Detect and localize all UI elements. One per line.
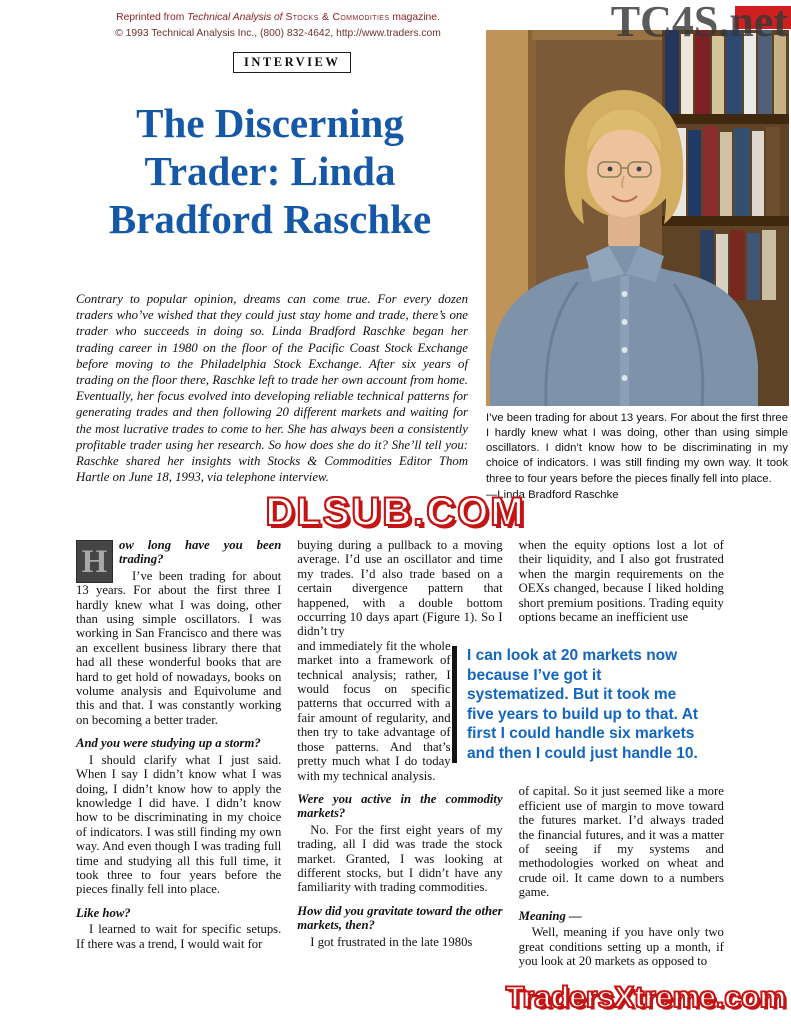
answer: No. For the first eight years of my trading, all I did was trade the stock market. Granted, I was looking at different stocks, but I didn’t have any familiarity with trading commodities. <box>297 822 503 895</box>
answer: I learned to wait for specific setups. If there was a trend, I would wait for <box>76 922 282 951</box>
answer: buying during a pullback to a moving average. I’d use an oscillator and time my trades. I’d also trade based on a certain divergence pattern that happened, with a double bottom occurring 10 days apart (Figure 1). So I didn’t try <box>297 538 503 639</box>
answer: I should clarify what I just said. When I say I didn’t know what I was doing, I didn’t know how to apply the knowledge I did have. I didn’t know how to be discriminating in my choice of indicators. I was still finding my own way. And even though I was trading full time and studying all this full time, it took three to four years before the pieces finally fell into place. <box>76 752 282 897</box>
title-line-2: Trader: Linda <box>144 147 396 194</box>
reprint-header <box>104 10 452 42</box>
photo-caption-attribution: —Linda Bradford Raschke <box>486 488 619 501</box>
intro-paragraph: Contrary to popular opinion, dreams can come true. For every dozen traders who’ve wished that they could just stay home and trade, there’s one trader who succeeds in doing so. Linda Bradford Raschke began her trading career in 1980 on the floor of the Pacific Coast Stock Exchange before moving to the Philadelphia Stock Exchange. After six years of trading on the floor there, Raschke left to trade her own account from home. Eventually, her focus evolved into developing reliable technical patterns for generating trades and then following 20 different markets and waiting for the most lucrative trades to come to her. She has always been a consistently profitable trader using her research. So how does she do it? She’ll tell you: Raschke shared her insights with Stocks & Commodities Editor Thom Hartle on June 18, 1993, via telephone interview. <box>76 292 468 485</box>
watermark-tc4s: TC4S.net <box>610 0 788 46</box>
reprint-magazine-qualifier: Technical Analysis of <box>187 12 283 23</box>
question: How did you gravitate toward the other markets, then? <box>297 903 503 933</box>
question: ow long have you been trading? <box>119 538 282 567</box>
article-title <box>66 100 474 244</box>
reprint-pre: Reprinted from <box>116 12 185 23</box>
watermark-dlsub: DLSUB.COM <box>265 490 526 534</box>
reprint-magazine-name: Stocks & Commodities <box>285 12 390 23</box>
reprint-post: magazine. <box>392 12 440 23</box>
section-label-interview: INTERVIEW <box>233 52 351 73</box>
watermark-tradersxtreme: TradersXtreme.com <box>505 981 786 1014</box>
question: Meaning — <box>518 908 582 923</box>
column-1 <box>76 538 281 968</box>
answer: of capital. So it just seemed like a more efficient use of margin to move toward the futures market. I’d always traded the financial futures, and it was a matter of seeing if my systems and methodologies worked on wheat and crude oil. It came down to a numbers game. <box>518 784 724 900</box>
question: Like how? <box>76 905 131 920</box>
linda-raschke-photo <box>486 30 789 406</box>
answer: I got frustrated in the late 1980s <box>310 934 473 949</box>
question: And you were studying up a storm? <box>76 736 261 751</box>
photo-caption <box>486 411 788 503</box>
copyright-line: © 1993 Technical Analysis Inc., (800) 832-4642, http://www.traders.com <box>115 27 441 39</box>
answer: Well, meaning if you have only two great conditions setting up a month, if you look at 20 markets as opposed to <box>518 925 724 968</box>
answer: and immediately fit the whole market into a framework of technical analysis; rather, I would focus on specific patterns that occurred with a fair amount of regularity, and then try to take advantage of those patterns. And that’s pretty much what I do today with my technical analysis. <box>297 638 451 783</box>
portrait-photo-graphic <box>486 30 789 406</box>
answer: I’ve been trading for about 13 years. For about the first three I hardly knew what I was doing, other than using simple oscillators. I was working in San Francisco and there was an excellent business library there that had all these wonderful books that are hard to get hold of nowadays, books on volume analysis and Equivolume and this and that. I was constantly working on becoming a better trader. <box>76 568 282 727</box>
photo-caption-text: I’ve been trading for about 13 years. For about the first three I hardly knew what I was doing, other than using simple oscillators. I didn’t know how to be discriminating in my choice of indicators. I was still finding my own way. It took three to four years before the pieces finally fell into place. <box>486 412 788 485</box>
drop-cap: H <box>76 540 113 583</box>
title-line-3: Bradford Raschke <box>108 195 432 242</box>
pull-quote: I can look at 20 markets now because I’ve got it systematized. But it took me five years to build up to that. At first I could handle six markets and then I could just handle 10. <box>452 646 704 763</box>
reprint-line <box>104 10 452 26</box>
answer: when the equity options lost a lot of their liquidity, and I also got frustrated when the margin requirements on the OEXs changed, because I liked holding short premium positions. Trading equity options became an inefficient use <box>518 538 724 625</box>
title-line-1: The Discerning <box>136 100 404 146</box>
question: Were you active in the commodity markets? <box>297 791 503 821</box>
